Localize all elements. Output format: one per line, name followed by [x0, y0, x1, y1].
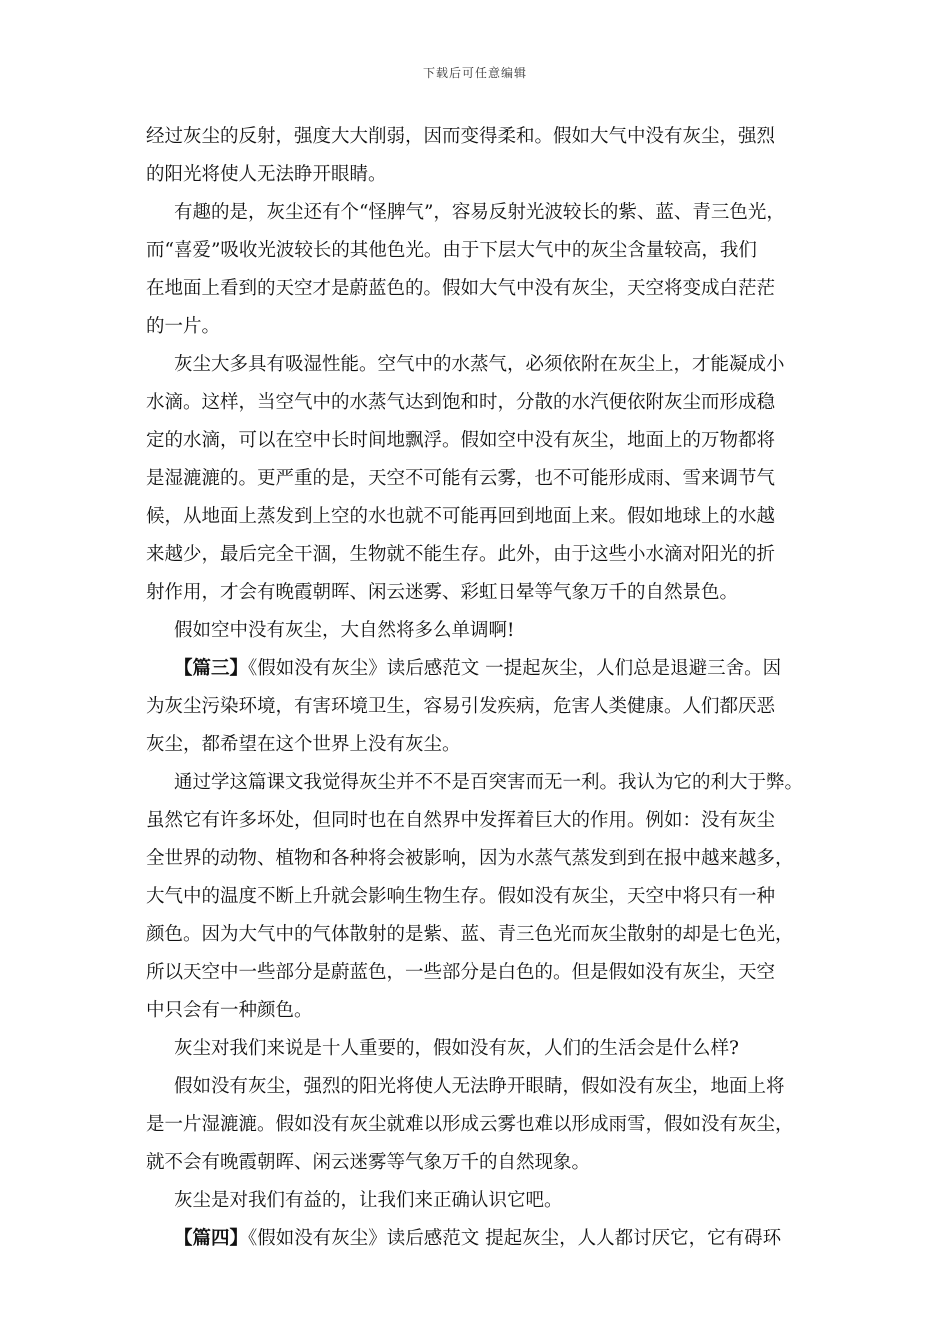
text-line [146, 308, 826, 346]
page-header: 下载后可任意编辑 [422, 66, 527, 80]
line-text: 的阳光将使人无法睁开眼睛。 [146, 164, 387, 185]
text-line [146, 1030, 826, 1068]
line-text: 射作用，才会有晚霞朝晖、闲云迷雾、彩虹日晕等气象万千的自然景色。 [146, 582, 739, 603]
line-text: 水滴。这样，当空气中的水蒸气达到饱和时，分散的水汽便依附灰尘而形成稳 [146, 392, 776, 413]
text-line [146, 1106, 826, 1144]
text-line [146, 802, 826, 840]
line-text: 就不会有晚霞朝晖、闲云迷雾等气象万千的自然现象。 [146, 1152, 591, 1173]
text-line [146, 422, 826, 460]
text-line [146, 1144, 826, 1182]
text-line [146, 574, 826, 612]
line-text: 全世界的动物、植物和各种将会被影响，因为水蒸气蒸发到到在报中越来越多， [146, 848, 794, 869]
line-text: 灰尘，都希望在这个世界上没有灰尘。 [146, 734, 461, 755]
text-line [146, 1220, 826, 1258]
text-line [146, 536, 826, 574]
line-text: 假如没有灰尘，强烈的阳光将使人无法睁开眼睛，假如没有灰尘，地面上将 [174, 1076, 785, 1097]
text-line [146, 156, 826, 194]
line-text: 是一片湿漉漉。假如没有灰尘就难以形成云雾也难以形成雨雪，假如没有灰尘， [146, 1114, 794, 1135]
section-marker: 【篇三】 [174, 658, 249, 679]
line-text: 灰尘对我们来说是十人重要的，假如没有灰，人们的生活会是什么样? [174, 1038, 739, 1059]
text-line [146, 346, 826, 384]
line-text: 灰尘是对我们有益的，让我们来正确认识它吧。 [174, 1190, 563, 1211]
text-line [146, 1068, 826, 1106]
line-text: 灰尘大多具有吸湿性能。空气中的水蒸气，必须依附在灰尘上，才能凝成小 [174, 354, 785, 375]
line-text: 中只会有一种颜色。 [146, 1000, 313, 1021]
line-text: 虽然它有许多坏处，但同时也在自然界中发挥着巨大的作用。例如：没有灰尘 [146, 810, 776, 831]
section-marker: 【篇四】 [174, 1228, 249, 1249]
text-line [146, 1182, 826, 1220]
line-text: 是湿漉漉的。更严重的是，天空不可能有云雾，也不可能形成雨、雪来调节气 [146, 468, 776, 489]
line-text: 《假如没有灰尘》读后感范文 提起灰尘，人人都讨厌它，它有碍环 [248, 1228, 782, 1249]
text-line [146, 650, 826, 688]
text-line [146, 384, 826, 422]
text-line [146, 270, 826, 308]
line-text: 的一片。 [146, 316, 221, 337]
text-line [146, 764, 826, 802]
line-text: 颜色。因为大气中的气体散射的是紫、蓝、青三色光而灰尘散射的却是七色光， [146, 924, 794, 945]
line-text: 有趣的是，灰尘还有个“怪脾气”，容易反射光波较长的紫、蓝、青三色光， [174, 202, 785, 223]
line-text: 在地面上看到的天空才是蔚蓝色的。假如大气中没有灰尘，天空将变成白茫茫 [146, 278, 776, 299]
text-line [146, 118, 826, 156]
line-text: 为灰尘污染环境，有害环境卫生，容易引发疾病，危害人类健康。人们都厌恶 [146, 696, 776, 717]
line-text: 所以天空中一些部分是蔚蓝色，一些部分是白色的。但是假如没有灰尘，天空 [146, 962, 776, 983]
line-text: 定的水滴，可以在空中长时间地飘浮。假如空中没有灰尘，地面上的万物都将 [146, 430, 776, 451]
line-text: 候，从地面上蒸发到上空的水也就不可能再回到地面上来。假如地球上的水越 [146, 506, 776, 527]
text-line [146, 688, 826, 726]
line-text: 而“喜爱”吸收光波较长的其他色光。由于下层大气中的灰尘含量较高，我们 [146, 240, 757, 261]
line-text: 《假如没有灰尘》读后感范文 一提起灰尘，人们总是退避三舍。因 [248, 658, 782, 679]
text-line [146, 460, 826, 498]
text-line [146, 232, 826, 270]
text-line [146, 194, 826, 232]
text-line [146, 726, 826, 764]
text-line [146, 878, 826, 916]
text-line [146, 954, 826, 992]
line-text: 经过灰尘的反射，强度大大削弱，因而变得柔和。假如大气中没有灰尘，强烈 [146, 126, 776, 147]
text-line [146, 992, 826, 1030]
line-text: 来越少，最后完全干涸，生物就不能生存。此外，由于这些小水滴对阳光的折 [146, 544, 776, 565]
document-body [146, 118, 826, 1258]
line-text: 通过学这篇课文我觉得灰尘并不不是百突害而无一利。我认为它的利大于弊。 [174, 772, 804, 793]
text-line [146, 612, 826, 650]
text-line [146, 916, 826, 954]
text-line [146, 498, 826, 536]
line-text: 假如空中没有灰尘，大自然将多么单调啊! [174, 620, 515, 641]
text-line [146, 840, 826, 878]
line-text: 大气中的温度不断上升就会影响生物生存。假如没有灰尘，天空中将只有一种 [146, 886, 776, 907]
